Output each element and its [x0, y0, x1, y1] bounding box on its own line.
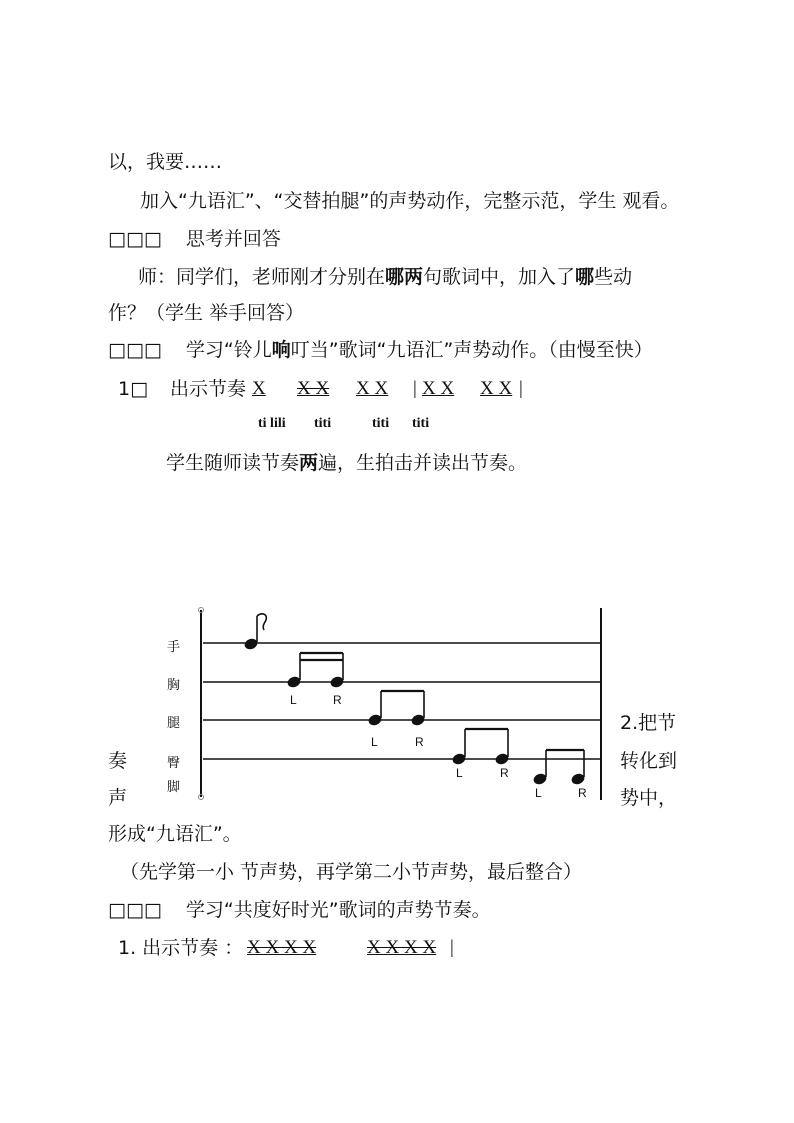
line-learn-good-time: □□□ 学习“共度好时光”歌词的声势节奏。 — [108, 899, 491, 921]
list-marker: □□□ — [108, 228, 162, 250]
row-label-foot: 脚 — [167, 780, 181, 795]
line-learn-steps: （先学第一小 节声势，再学第二小节声势，最后整合） — [120, 861, 583, 883]
row-label-hip: 臀 — [167, 756, 181, 771]
rhythm-syllable: ti lili — [258, 416, 286, 431]
rhythm-syllable: titi — [372, 416, 390, 431]
side-text-right: 2.把节 — [620, 712, 677, 734]
lr-marker: R — [578, 786, 587, 800]
rhythm-syllable: titi — [412, 416, 430, 431]
lr-marker: R — [415, 735, 424, 749]
list-marker: □□□ — [108, 339, 162, 361]
lr-marker: L — [290, 693, 297, 707]
row-label-hand: 手 — [167, 640, 181, 655]
side-text-left: 声 — [108, 787, 128, 809]
lr-marker: L — [456, 766, 463, 780]
lr-marker: R — [333, 693, 342, 707]
line-question-cont: 作？（学生 举手回答） — [108, 302, 305, 324]
lr-marker: L — [371, 735, 378, 749]
line-think-answer: □□□ 思考并回答 — [108, 228, 281, 250]
row-label-chest: 胸 — [167, 678, 181, 693]
line-teacher-question: 师：同学们，老师刚才分别在哪两句歌词中，加入了哪些动 — [138, 266, 633, 288]
lr-marker: R — [500, 766, 509, 780]
list-marker: □□□ — [108, 899, 162, 921]
rhythm-syllable: titi — [314, 416, 332, 431]
line-demo: 加入“九语汇”、“交替拍腿”的声势动作，完整示范，学生 观看。 — [140, 190, 680, 212]
line-learn-jingle: □□□ 学习“铃儿响叮当”歌词“九语汇”声势动作。（由慢至快） — [108, 339, 653, 361]
line-read-rhythm: 学生随师读节奏两遍，生拍击并读出节奏。 — [166, 452, 528, 474]
side-text-right: 转化到 — [620, 750, 678, 772]
rhythm-label-1: 1□ 出示节奏 — [118, 378, 247, 400]
rhythm-notation-1: X X X X X | X X X X | — [252, 378, 523, 399]
row-label-leg: 腿 — [167, 716, 181, 731]
line-continuation: 以，我要…… — [108, 151, 223, 173]
side-text-left: 奏 — [108, 750, 128, 772]
lr-marker: L — [535, 786, 542, 800]
rhythm-label-2: 1. 出示节奏 ： — [118, 937, 244, 959]
line-form-vocab: 形成“九语汇”。 — [108, 823, 242, 845]
side-text-right: 势中， — [620, 787, 678, 809]
rhythm-notation-2: X X X X X X X X | — [247, 937, 454, 958]
